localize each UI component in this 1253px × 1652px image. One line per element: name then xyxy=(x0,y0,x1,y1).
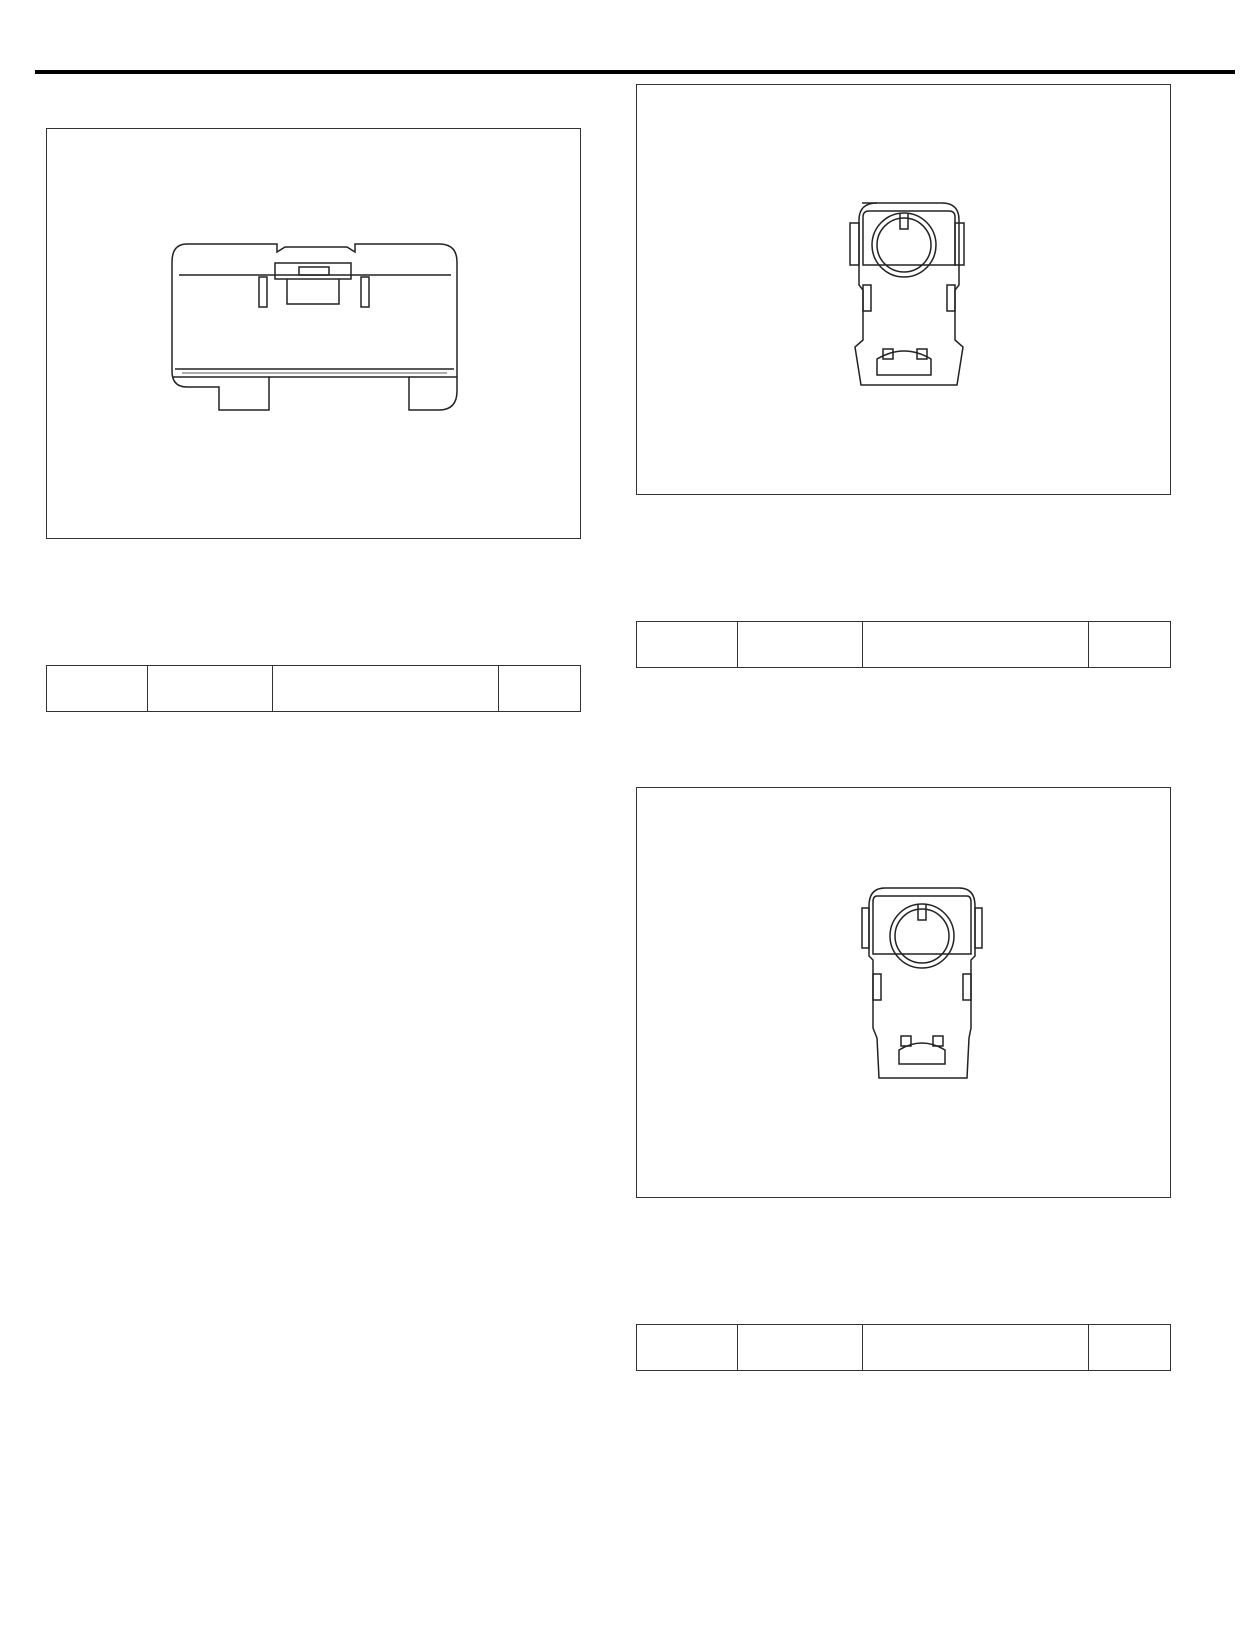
header-color xyxy=(148,666,273,712)
header-pin xyxy=(637,1325,738,1371)
rf01-connector-diagram xyxy=(47,129,580,538)
header-rule xyxy=(35,70,1235,74)
header-pin xyxy=(47,666,148,712)
rf01-diagram-box xyxy=(46,128,581,539)
rf02-1-diagram-box xyxy=(636,787,1171,1198)
rf02-1-connector-diagram xyxy=(637,788,1170,1197)
header-function xyxy=(273,666,499,712)
header-note xyxy=(1089,1325,1171,1371)
rf01-pin-table xyxy=(46,665,581,712)
header-note xyxy=(1089,622,1171,668)
header-color xyxy=(738,1325,863,1371)
header-pin xyxy=(637,622,738,668)
rf02-diagram-box xyxy=(636,84,1171,495)
header-function xyxy=(863,1325,1089,1371)
header-note xyxy=(499,666,581,712)
rf02-connector-diagram xyxy=(637,85,1170,494)
rf02-pin-table xyxy=(636,621,1171,668)
rf02-1-pin-table xyxy=(636,1324,1171,1371)
header-function xyxy=(863,622,1089,668)
header-color xyxy=(738,622,863,668)
